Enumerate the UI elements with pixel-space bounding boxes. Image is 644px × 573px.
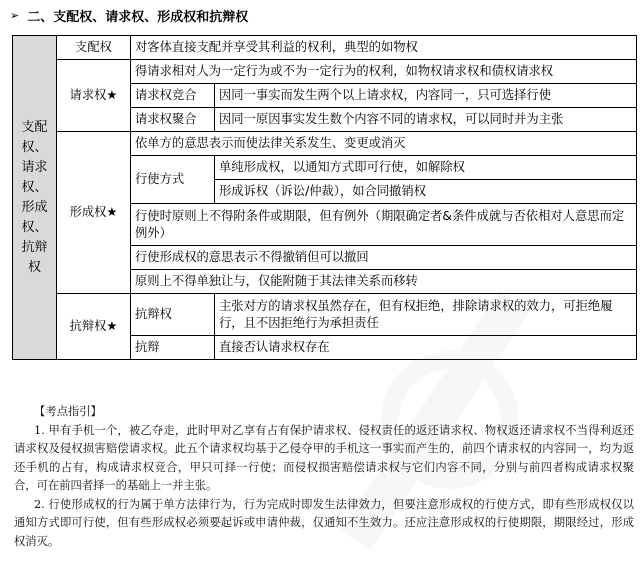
formation-rule: 行使时原则上不得附条件或期限，但有例外（期限确定者&条件成就与否依相对人意思而定例外） bbox=[131, 204, 637, 246]
formation-method: 形成诉权（诉讼/仲裁），如合同撤销权 bbox=[215, 180, 637, 204]
formation-desc: 依单方的意思表示而使法律关系发生、变更或消灭 bbox=[131, 132, 637, 156]
section-heading bbox=[10, 4, 248, 26]
notes-paragraph: 1. 甲有手机一个，被乙夺走，此时甲对乙享有占有保护请求权、侵权责任的返还请求权、物权返还请求权不当得利返还请求权及侵权损害赔偿请求权。此五个请求权均基于乙侵夺甲的手机这一事实而产生的，前四个请求权的内容同一，均为返还手机的占有，构成请求权竞合，甲只可择一行使；而侵权损害赔偿请求权与它们内容不同，分别与前四者构成请求权聚合，可在前四者择一的基础上一并主张。 bbox=[14, 423, 634, 492]
claim-sub-label: 请求权竞合 bbox=[131, 84, 215, 108]
defense-sub-label: 抗辩权 bbox=[131, 294, 215, 336]
notes-section bbox=[14, 403, 634, 551]
defense-sub-desc: 直接否认请求权存在 bbox=[215, 336, 637, 360]
section-title: 二、支配权、请求权、形成权和抗辩权 bbox=[27, 9, 249, 25]
notes-title: 【考点指引】 bbox=[34, 405, 102, 418]
formation-method: 单纯形成权，以通知方式即可行使，如解除权 bbox=[215, 156, 637, 180]
defense-sub-label: 抗辩 bbox=[131, 336, 215, 360]
formation-rule: 行使形成权的意思表示不得撤销但可以撤回 bbox=[131, 246, 637, 270]
formation-rule: 原则上不得单独让与，仅能附随于其法律关系而移转 bbox=[131, 270, 637, 294]
notes-paragraph: 2. 行使形成权的行为属于单方法律行为，行为完成时即发生法律效力，但要注意形成权的行使方式，即有些形成权仅以通知方式即可行使，但有些形成权必须要起诉或申请仲裁，仅通知不生效力。还应注意形成权的行使期限，期限经过，形成权消灭。 bbox=[14, 497, 634, 548]
defense-sub-desc: 主张对方的请求权虽然存在，但有权拒绝，排除请求权的效力，可拒绝履行，且不因拒绝行为承担责任 bbox=[215, 294, 637, 336]
claim-sub-desc: 因同一原因事实发生数个内容不同的请求权，可以同时并为主张 bbox=[215, 108, 637, 132]
formation-method-label: 行使方式 bbox=[131, 156, 215, 204]
claim-label: 请求权★ bbox=[57, 60, 131, 132]
claim-sub-desc: 因同一事实而发生两个以上请求权，内容同一，只可选择行使 bbox=[215, 84, 637, 108]
dominion-label: 支配权 bbox=[57, 36, 131, 60]
category-cell: 支配 权、 请求 权、 形成 权、 抗辩 权 bbox=[13, 36, 57, 360]
claim-sub-label: 请求权聚合 bbox=[131, 108, 215, 132]
formation-label: 形成权★ bbox=[57, 132, 131, 294]
rights-table bbox=[12, 35, 637, 360]
arrow-bullet-icon: ➢ bbox=[10, 8, 20, 22]
dominion-desc: 对客体直接支配并享受其利益的权利，典型的如物权 bbox=[131, 36, 637, 60]
defense-label: 抗辩权★ bbox=[57, 294, 131, 360]
claim-desc: 得请求相对人为一定行为或不为一定行为的权利，如物权请求权和债权请求权 bbox=[131, 60, 637, 84]
